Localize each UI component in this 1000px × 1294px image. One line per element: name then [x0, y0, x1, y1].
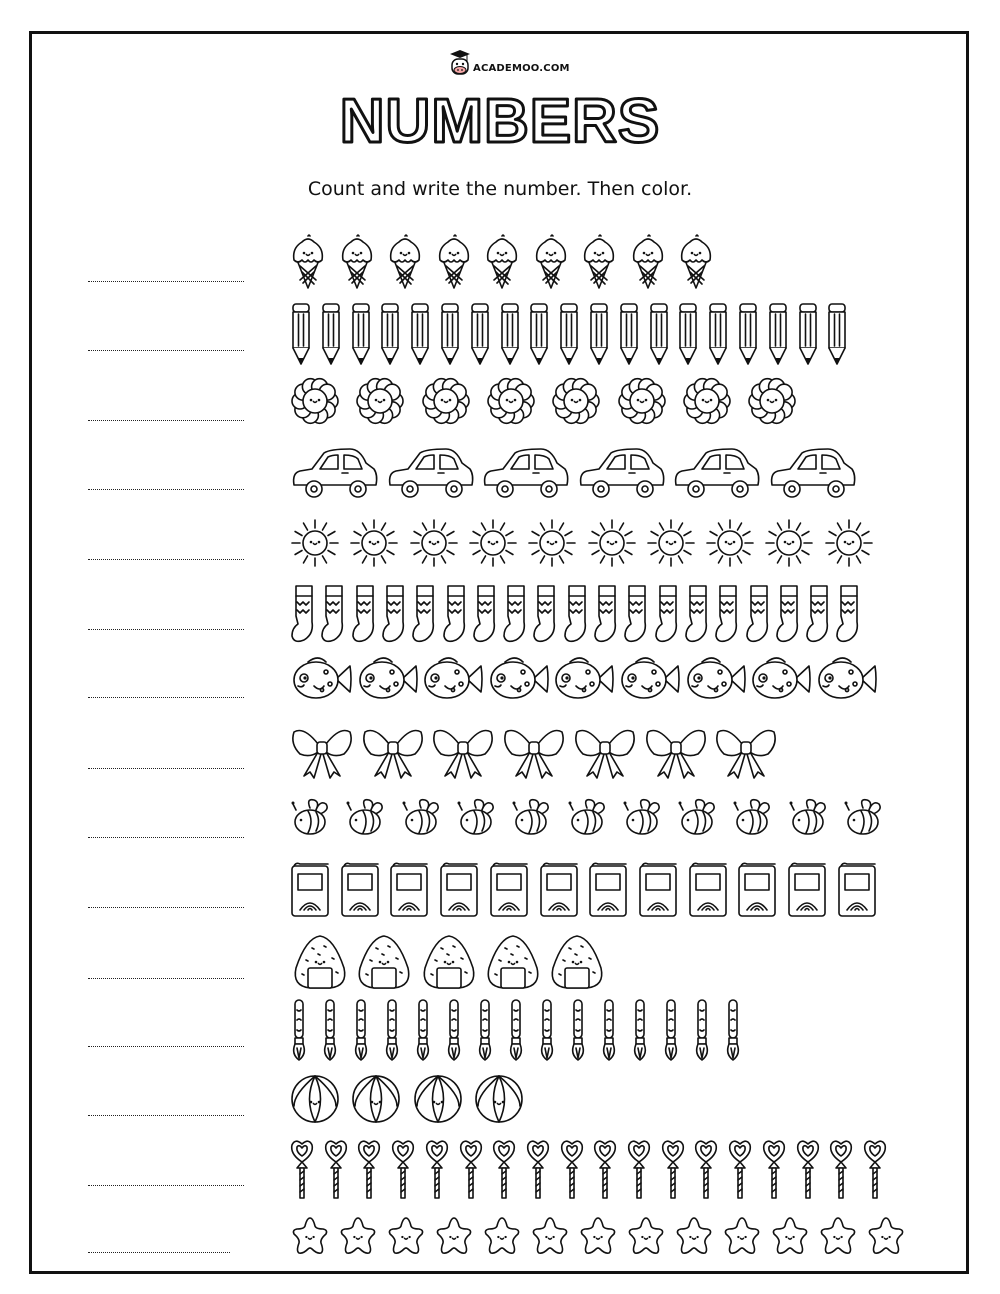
star-picture [434, 1216, 474, 1260]
answer-line-sun[interactable] [88, 559, 244, 560]
pencil-picture [499, 302, 521, 370]
beach-ball-picture [413, 1074, 463, 1128]
bee-picture [345, 796, 385, 842]
paintbrush-picture [445, 998, 463, 1066]
sock-picture [745, 584, 771, 648]
lollipop-picture [593, 1136, 617, 1204]
bow-picture [361, 724, 425, 784]
car-picture [672, 445, 762, 503]
sock-picture [411, 584, 437, 648]
lollipop-picture [796, 1136, 820, 1204]
lollipop-picture [459, 1136, 483, 1204]
pencil-picture [767, 302, 789, 370]
pencil-picture [290, 302, 312, 370]
fish-picture [552, 654, 616, 708]
star-picture [482, 1216, 522, 1260]
ice-cream-picture [581, 234, 617, 294]
answer-line-ice-cream[interactable] [88, 281, 244, 282]
star-picture [818, 1216, 858, 1260]
sock-picture [442, 584, 468, 648]
fish-picture [356, 654, 420, 708]
logo-text: ACADEMOO.COM [473, 63, 570, 74]
book-picture [489, 862, 529, 922]
lollipop-picture [829, 1136, 853, 1204]
answer-line-lollipop[interactable] [88, 1185, 244, 1186]
ice-cream-picture [436, 234, 472, 294]
star-picture [290, 1216, 330, 1260]
sun-picture [646, 516, 696, 574]
star-picture [674, 1216, 714, 1260]
ice-cream-picture [678, 234, 714, 294]
lollipop-picture [391, 1136, 415, 1204]
fish-picture [290, 654, 354, 708]
paintbrush-picture [569, 998, 587, 1066]
flower-picture [747, 376, 797, 430]
pencil-picture [528, 302, 550, 370]
rice-ball-picture [290, 934, 350, 994]
answer-line-sock[interactable] [88, 629, 244, 630]
answer-line-paintbrush[interactable] [88, 1046, 244, 1047]
bee-picture [843, 796, 883, 842]
pencil-picture [439, 302, 461, 370]
paintbrush-picture [414, 998, 432, 1066]
star-picture [722, 1216, 762, 1260]
page-title [0, 87, 1000, 156]
pencil-picture [618, 302, 640, 370]
rice-ball-picture [547, 934, 607, 994]
paintbrush-picture [507, 998, 525, 1066]
star-picture [386, 1216, 426, 1260]
ice-cream-picture [339, 234, 375, 294]
lollipop-picture [324, 1136, 348, 1204]
flower-picture [551, 376, 601, 430]
lollipop-picture [290, 1136, 314, 1204]
book-picture [638, 862, 678, 922]
car-picture [481, 445, 571, 503]
bee-picture [567, 796, 607, 842]
paintbrush-picture [631, 998, 649, 1066]
bow-picture [431, 724, 495, 784]
lollipop-picture [762, 1136, 786, 1204]
pencil-picture [648, 302, 670, 370]
book-picture [539, 862, 579, 922]
lollipop-picture [526, 1136, 550, 1204]
sun-picture [705, 516, 755, 574]
sock-picture [623, 584, 649, 648]
paintbrush-picture [693, 998, 711, 1066]
sun-picture [349, 516, 399, 574]
sun-picture [587, 516, 637, 574]
beach-ball-picture [474, 1074, 524, 1128]
star-picture [866, 1216, 906, 1260]
pencil-picture [797, 302, 819, 370]
ice-cream-picture [387, 234, 423, 294]
bee-picture [732, 796, 772, 842]
pencil-picture [677, 302, 699, 370]
book-picture [737, 862, 777, 922]
ice-cream-picture [290, 234, 326, 294]
paintbrush-picture [538, 998, 556, 1066]
sock-picture [835, 584, 861, 648]
fish-picture [815, 654, 879, 708]
book-picture [787, 862, 827, 922]
fish-picture [749, 654, 813, 708]
flower-picture [617, 376, 667, 430]
sock-picture [805, 584, 831, 648]
sock-picture [775, 584, 801, 648]
answer-line-pencil[interactable] [88, 350, 244, 351]
book-picture [439, 862, 479, 922]
sock-picture [290, 584, 316, 648]
answer-line-flower[interactable] [88, 420, 244, 421]
sun-picture [468, 516, 518, 574]
answer-line-car[interactable] [88, 489, 244, 490]
lollipop-picture [863, 1136, 887, 1204]
sun-picture [290, 516, 340, 574]
star-picture [626, 1216, 666, 1260]
sun-picture [764, 516, 814, 574]
logo [450, 46, 570, 78]
page-title-text: NUMBERS [339, 87, 661, 156]
flower-picture [290, 376, 340, 430]
sock-picture [502, 584, 528, 648]
sun-picture [409, 516, 459, 574]
pencil-picture [409, 302, 431, 370]
pencil-picture [707, 302, 729, 370]
book-picture [290, 862, 330, 922]
paintbrush-picture [724, 998, 742, 1066]
paintbrush-picture [600, 998, 618, 1066]
bee-picture [677, 796, 717, 842]
fish-picture [421, 654, 485, 708]
beach-ball-picture [290, 1074, 340, 1128]
pencil-picture [826, 302, 848, 370]
answer-line-star[interactable] [88, 1252, 230, 1253]
sock-picture [532, 584, 558, 648]
sock-picture [563, 584, 589, 648]
pencil-picture [320, 302, 342, 370]
pencil-picture [558, 302, 580, 370]
bow-picture [714, 724, 778, 784]
sock-picture [714, 584, 740, 648]
rice-ball-picture [483, 934, 543, 994]
pencil-picture [350, 302, 372, 370]
beach-ball-picture [351, 1074, 401, 1128]
answer-line-bow[interactable] [88, 768, 244, 769]
flower-picture [421, 376, 471, 430]
fish-picture [618, 654, 682, 708]
book-picture [688, 862, 728, 922]
pencil-picture [737, 302, 759, 370]
lollipop-picture [357, 1136, 381, 1204]
lollipop-picture [728, 1136, 752, 1204]
paintbrush-picture [352, 998, 370, 1066]
paintbrush-picture [383, 998, 401, 1066]
bee-picture [788, 796, 828, 842]
rice-ball-picture [419, 934, 479, 994]
star-picture [338, 1216, 378, 1260]
bow-picture [290, 724, 354, 784]
book-picture [389, 862, 429, 922]
bow-picture [573, 724, 637, 784]
car-picture [768, 445, 858, 503]
lollipop-picture [560, 1136, 584, 1204]
rice-ball-picture [354, 934, 414, 994]
book-picture [340, 862, 380, 922]
book-picture [837, 862, 877, 922]
lollipop-picture [627, 1136, 651, 1204]
bee-picture [622, 796, 662, 842]
star-picture [770, 1216, 810, 1260]
flower-picture [682, 376, 732, 430]
flower-picture [486, 376, 536, 430]
star-picture [530, 1216, 570, 1260]
ice-cream-picture [533, 234, 569, 294]
lollipop-picture [425, 1136, 449, 1204]
car-picture [577, 445, 667, 503]
pencil-picture [469, 302, 491, 370]
flower-picture [355, 376, 405, 430]
bee-picture [511, 796, 551, 842]
ice-cream-picture [630, 234, 666, 294]
sock-picture [351, 584, 377, 648]
book-picture [588, 862, 628, 922]
paintbrush-picture [321, 998, 339, 1066]
lollipop-picture [694, 1136, 718, 1204]
bee-picture [290, 796, 330, 842]
sock-picture [320, 584, 346, 648]
sock-picture [381, 584, 407, 648]
lollipop-picture [492, 1136, 516, 1204]
pencil-picture [379, 302, 401, 370]
answer-line-fish[interactable] [88, 697, 244, 698]
car-picture [290, 445, 380, 503]
cow-graduate-icon [450, 50, 470, 78]
sun-picture [527, 516, 577, 574]
paintbrush-picture [476, 998, 494, 1066]
fish-picture [487, 654, 551, 708]
sock-picture [684, 584, 710, 648]
bow-picture [502, 724, 566, 784]
sock-picture [593, 584, 619, 648]
pencil-picture [588, 302, 610, 370]
sock-picture [654, 584, 680, 648]
lollipop-picture [661, 1136, 685, 1204]
paintbrush-picture [662, 998, 680, 1066]
answer-line-rice-ball[interactable] [88, 978, 244, 979]
instructions: Count and write the number. Then color. [307, 178, 693, 200]
sock-picture [472, 584, 498, 648]
sun-picture [824, 516, 874, 574]
answer-line-bee[interactable] [88, 837, 244, 838]
fish-picture [684, 654, 748, 708]
bee-picture [456, 796, 496, 842]
bee-picture [401, 796, 441, 842]
star-picture [578, 1216, 618, 1260]
answer-line-book[interactable] [88, 907, 244, 908]
car-picture [386, 445, 476, 503]
ice-cream-picture [484, 234, 520, 294]
bow-picture [644, 724, 708, 784]
answer-line-beach-ball[interactable] [88, 1115, 244, 1116]
paintbrush-picture [290, 998, 308, 1066]
